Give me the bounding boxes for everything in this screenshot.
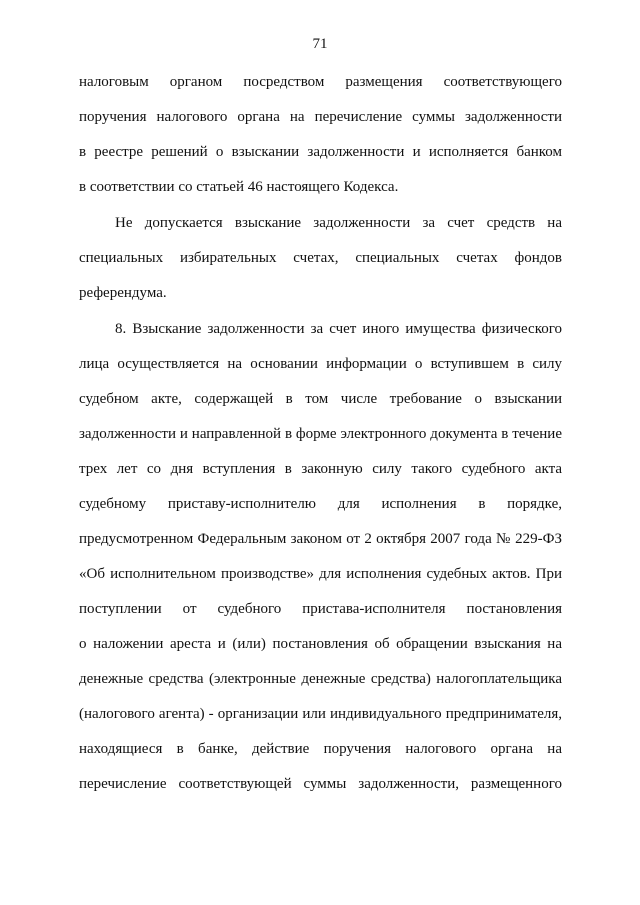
- text-line: поручения налогового органа на перечисление суммы задолженности: [79, 109, 562, 125]
- text-line: референдума.: [79, 285, 167, 301]
- text-line: о наложении ареста и (или) постановления об обращении взыскания на: [79, 636, 562, 652]
- text-line: лица осуществляется на основании информации о вступившем в силу: [79, 356, 562, 372]
- text-line: поступлении от судебного пристава-исполнителя постановления: [79, 601, 562, 617]
- text-line: специальных избирательных счетах, специальных счетах фондов: [79, 250, 562, 266]
- text-line: «Об исполнительном производстве» для исполнения судебных актов. При: [79, 566, 562, 582]
- text-line: в соответствии со статьей 46 настоящего Кодекса.: [79, 179, 399, 195]
- text-line: находящиеся в банке, действие поручения налогового органа на: [79, 741, 562, 757]
- text-line: судебном акте, содержащей в том числе требование о взыскании: [79, 391, 562, 407]
- text-line: Не допускается взыскание задолженности за счет средств на: [115, 215, 562, 231]
- text-line: предусмотренном Федеральным законом от 2 октября 2007 года № 229-ФЗ: [79, 531, 562, 547]
- page-number: 71: [312, 36, 328, 52]
- text-line: трех лет со дня вступления в законную силу такого судебного акта: [79, 461, 562, 477]
- text-line: задолженности и направленной в форме электронного документа в течение: [79, 426, 562, 442]
- text-line: судебному приставу-исполнителю для исполнения в порядке,: [79, 496, 562, 512]
- text-line: налоговым органом посредством размещения соответствующего: [79, 74, 562, 90]
- text-line: (налогового агента) - организации или индивидуального предпринимателя,: [79, 706, 562, 722]
- text-line: в реестре решений о взыскании задолженности и исполняется банком: [79, 144, 562, 160]
- text-line: 8. Взыскание задолженности за счет иного имущества физического: [115, 321, 562, 337]
- text-line: денежные средства (электронные денежные средства) налогоплательщика: [79, 671, 562, 687]
- text-line: перечисление соответствующей суммы задолженности, размещенного: [79, 776, 562, 792]
